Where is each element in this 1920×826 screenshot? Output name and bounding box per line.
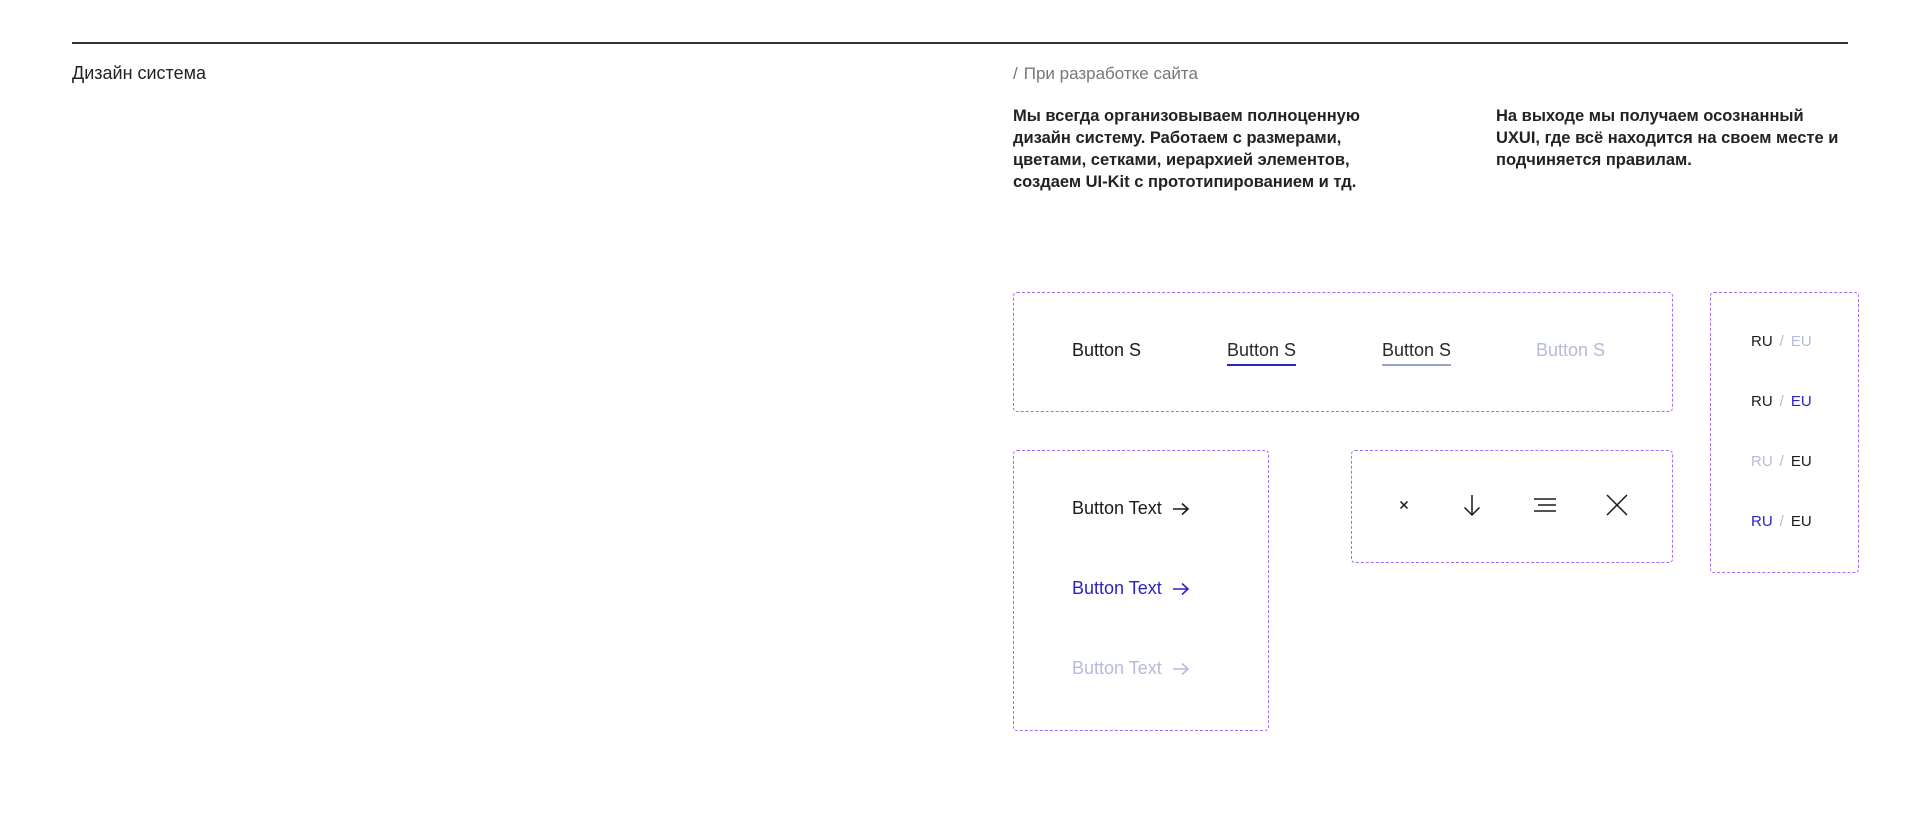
- section-title: Дизайн система: [72, 63, 206, 83]
- lang-separator: /: [1779, 513, 1784, 530]
- button-s-disabled[interactable]: Button S: [1536, 340, 1606, 360]
- top-divider: [72, 42, 1848, 44]
- lang-ru[interactable]: RU: [1751, 453, 1773, 470]
- arrow-right-icon: [1172, 662, 1190, 676]
- language-switch-variant-3[interactable]: [1751, 453, 1812, 470]
- menu-icon[interactable]: [1532, 492, 1558, 518]
- language-switch-variant-1[interactable]: [1751, 333, 1812, 350]
- arrow-right-icon: [1172, 502, 1190, 516]
- arrow-right-icon: [1172, 582, 1190, 596]
- close-large-icon[interactable]: [1604, 492, 1630, 518]
- close-small-icon[interactable]: [1391, 492, 1417, 518]
- lang-ru[interactable]: RU: [1751, 393, 1773, 410]
- lang-ru[interactable]: RU: [1751, 513, 1773, 530]
- button-text-disabled[interactable]: [1072, 658, 1190, 679]
- description-right: На выходе мы получаем осознанный UXUI, где всё находится на своем месте и подчиняется правилам.: [1496, 107, 1839, 169]
- breadcrumb-label: При разработке сайта: [1023, 64, 1198, 83]
- button-s-active[interactable]: Button S: [1227, 340, 1296, 366]
- lang-eu[interactable]: EU: [1790, 393, 1812, 410]
- breadcrumb: [1013, 64, 1198, 84]
- button-text-active[interactable]: [1072, 578, 1190, 599]
- button-text-label: Button Text: [1072, 578, 1162, 598]
- lang-separator: /: [1779, 393, 1784, 410]
- button-text-label: Button Text: [1072, 658, 1162, 678]
- lang-eu[interactable]: EU: [1790, 513, 1812, 530]
- lang-eu[interactable]: EU: [1790, 333, 1812, 350]
- language-switch-variant-2[interactable]: [1751, 393, 1812, 410]
- lang-eu[interactable]: EU: [1790, 453, 1812, 470]
- button-s-default[interactable]: Button S: [1072, 340, 1142, 360]
- description-left: Мы всегда организовываем полноценную дизайн систему. Работаем с размерами, цветами, сетками, иерархией элементов, создаем UI-Kit с прототипированием и тд.: [1013, 107, 1360, 191]
- lang-separator: /: [1779, 453, 1784, 470]
- lang-separator: /: [1779, 333, 1784, 350]
- lang-ru[interactable]: RU: [1751, 333, 1773, 350]
- button-text-default[interactable]: [1072, 498, 1190, 519]
- breadcrumb-slash: /: [1013, 64, 1018, 83]
- language-switch-variant-4[interactable]: [1751, 513, 1812, 530]
- arrow-down-icon[interactable]: [1459, 492, 1485, 518]
- button-s-hover[interactable]: Button S: [1382, 340, 1451, 366]
- button-text-label: Button Text: [1072, 498, 1162, 518]
